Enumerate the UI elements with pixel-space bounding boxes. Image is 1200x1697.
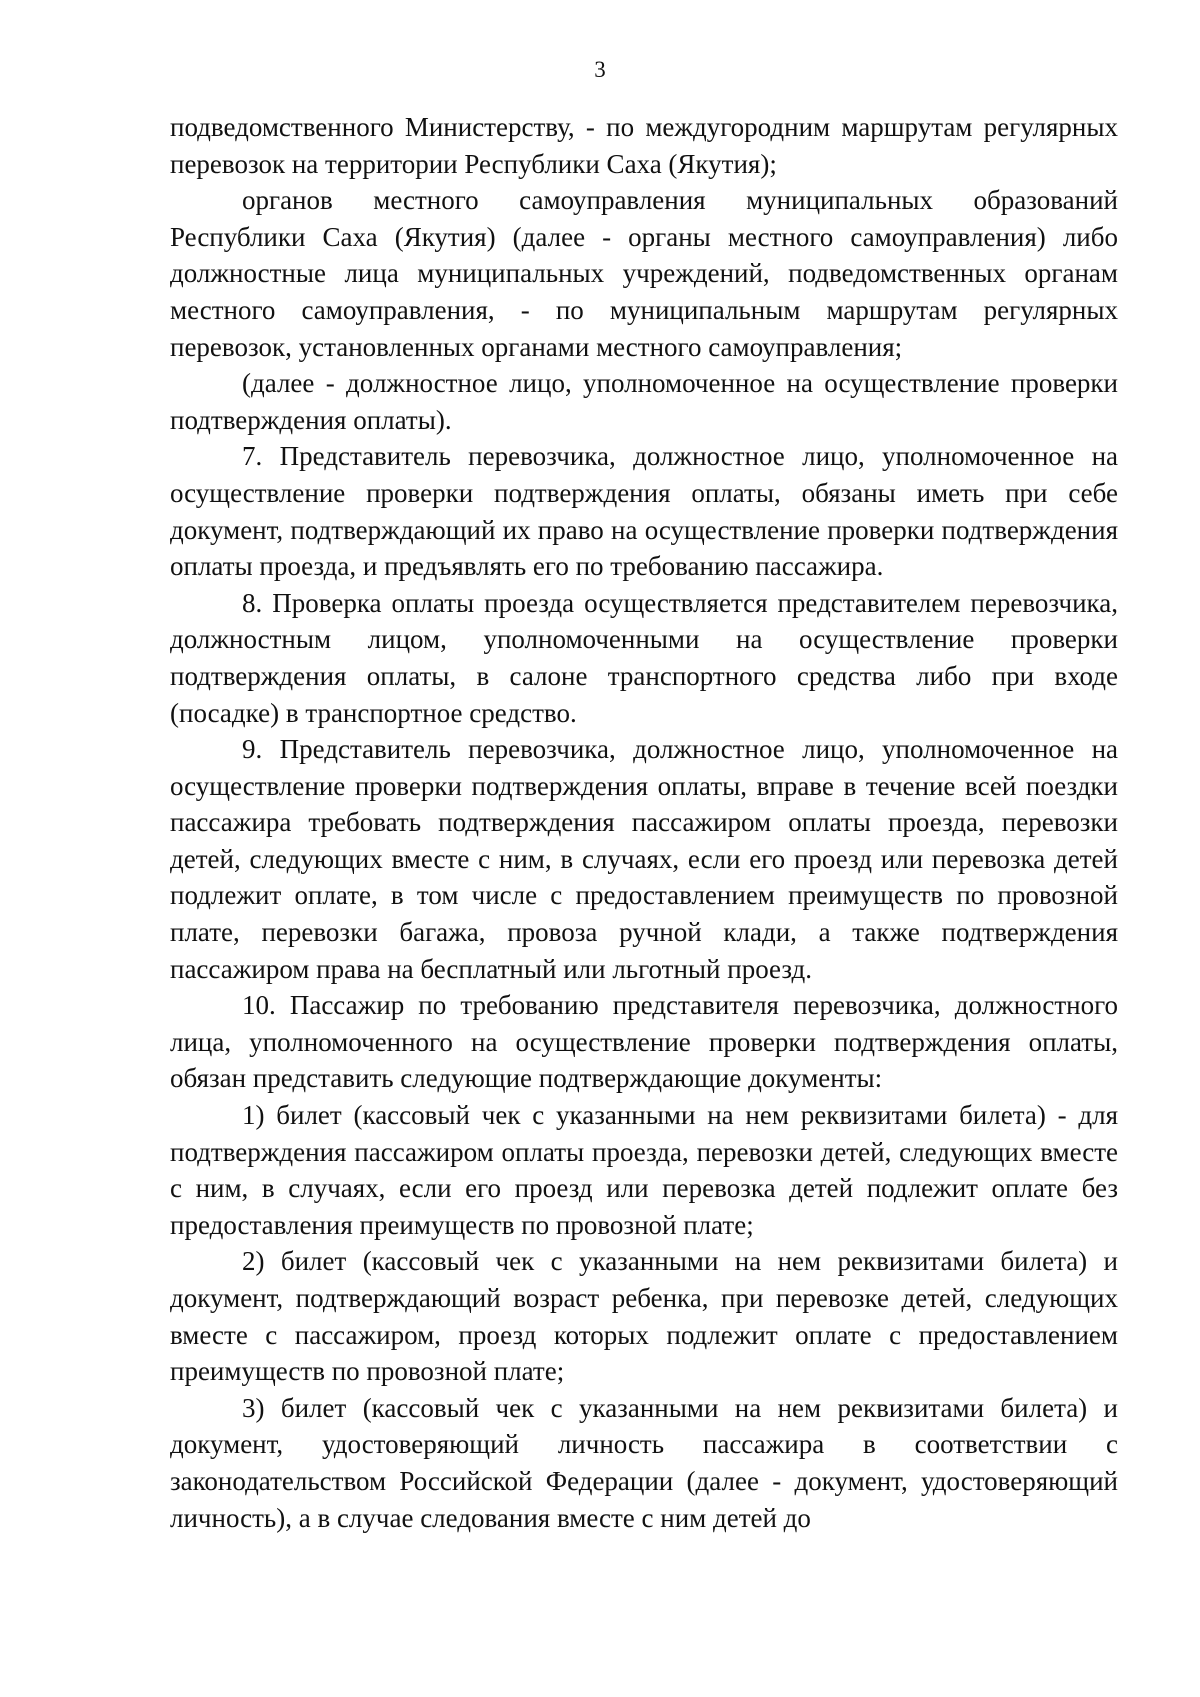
paragraph-item-8: 8. Проверка оплаты проезда осуществляется представителем перевозчика, должностным лицом, уполномоченными на осуществление проверки подтверждения оплаты, в салоне транспортного средства либо при входе (посадке) в транспортное средство. <box>170 587 1118 728</box>
paragraph-subitem-2: 2) билет (кассовый чек с указанными на нем реквизитами билета) и документ, подтверждающий возраст ребенка, при перевозке детей, следующих вместе с пассажиром, проезд которых подлежит оплате с предоставлением преимуществ по провозной плате; <box>170 1246 1118 1387</box>
paragraph-item-7: 7. Представитель перевозчика, должностное лицо, уполномоченное на осуществление проверки подтверждения оплаты, обязаны иметь при себе документ, подтверждающий их право на осуществление проверки подтверждения оплаты проезда, и предъявлять его по требованию пассажира. <box>170 441 1118 582</box>
paragraph-subitem-3: 3) билет (кассовый чек с указанными на нем реквизитами билета) и документ, удостоверяющий личность пассажира в соответствии с законодательством Российской Федерации (далее - документ, удостоверяющий личность), а в случае следования вместе с ним детей до <box>170 1392 1118 1533</box>
paragraph-continuation: подведомственного Министерству, - по междугородним маршрутам регулярных перевозок на территории Республики Саха (Якутия); <box>170 112 1118 179</box>
page-number: 3 <box>594 57 606 82</box>
paragraph-item-10: 10. Пассажир по требованию представителя перевозчика, должностного лица, уполномоченного на осуществление проверки подтверждения оплаты, обязан представить следующие подтверждающие документы: <box>170 990 1118 1094</box>
paragraph-subitem-1: 1) билет (кассовый чек с указанными на нем реквизитами билета) - для подтверждения пассажиром оплаты проезда, перевозки детей, следующих вместе с ним, в случаях, если его проезд или перевозка детей подлежит оплате без предоставления преимуществ по провозной плате; <box>170 1100 1118 1240</box>
paragraph-item-9: 9. Представитель перевозчика, должностное лицо, уполномоченное на осуществление проверки подтверждения оплаты, вправе в течение всей поездки пассажира требовать подтверждения пассажиром оплаты проезда, перевозки детей, следующих вместе с ним, в случаях, если его проезд или перевозка детей подлежит оплате, в том числе с предоставлением преимуществ по провозной плате, перевозки багажа, провоза ручной клади, а также подтверждения пассажиром права на бесплатный или льготный проезд. <box>170 734 1118 984</box>
document-body <box>170 109 1118 1536</box>
paragraph-local-authorities: органов местного самоуправления муниципальных образований Республики Саха (Якутия) (далее - органы местного самоуправления) либо должностные лица муниципальных учреждений, подведомственных органам местного самоуправления, - по муниципальным маршрутам регулярных перевозок, установленных органами местного самоуправления; <box>170 185 1118 362</box>
paragraph-official-definition: (далее - должностное лицо, уполномоченное на осуществление проверки подтверждения оплаты). <box>170 368 1118 435</box>
